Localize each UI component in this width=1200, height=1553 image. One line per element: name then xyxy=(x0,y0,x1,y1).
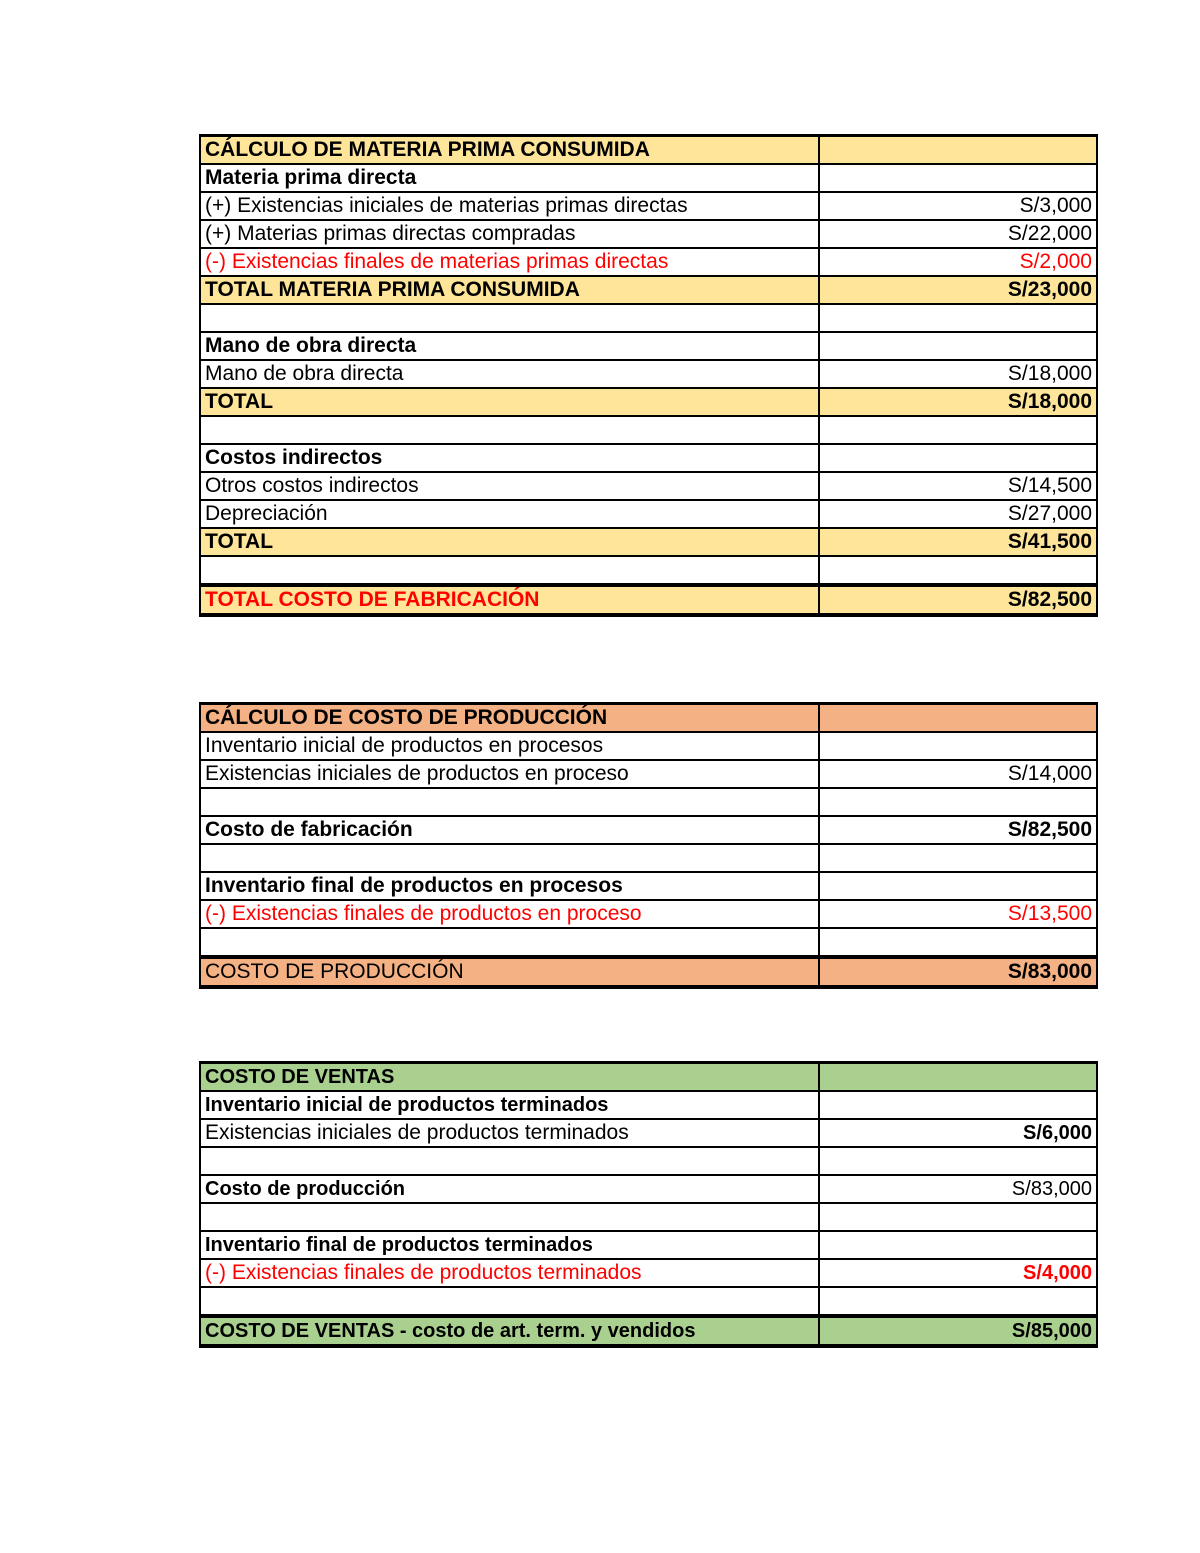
table-row xyxy=(200,472,1097,500)
empty-cell[interactable] xyxy=(200,1147,819,1175)
mpd-section-label[interactable]: Materia prima directa xyxy=(200,164,819,192)
empty-cell[interactable] xyxy=(200,1203,819,1231)
mod-total-label[interactable]: TOTAL xyxy=(200,388,819,416)
empty-row xyxy=(200,788,1097,816)
empty-cell[interactable] xyxy=(819,444,1097,472)
empty-row xyxy=(200,416,1097,444)
costo-prod-label[interactable]: Costo de producción xyxy=(200,1175,819,1203)
row-value[interactable]: S/13,500 xyxy=(819,900,1097,928)
empty-row xyxy=(200,556,1097,585)
total-row xyxy=(200,1316,1097,1346)
row-value[interactable]: S/27,000 xyxy=(819,500,1097,528)
empty-cell[interactable] xyxy=(819,732,1097,760)
costo-fab-label[interactable]: Costo de fabricación xyxy=(200,816,819,844)
row-label[interactable]: Mano de obra directa xyxy=(200,360,819,388)
table-row xyxy=(200,900,1097,928)
empty-row xyxy=(200,928,1097,957)
row-label[interactable]: (-) Existencias finales de productos en proceso xyxy=(200,900,819,928)
empty-cell[interactable] xyxy=(819,1091,1097,1119)
mod-section-label[interactable]: Mano de obra directa xyxy=(200,332,819,360)
empty-cell[interactable] xyxy=(819,928,1097,957)
empty-cell[interactable] xyxy=(819,1287,1097,1316)
ci-total-value[interactable]: S/41,500 xyxy=(819,528,1097,556)
row-label[interactable]: (+) Existencias iniciales de materias primas directas xyxy=(200,192,819,220)
empty-cell[interactable] xyxy=(200,556,819,585)
empty-cell[interactable] xyxy=(819,1147,1097,1175)
table-row xyxy=(200,1259,1097,1287)
empty-cell[interactable] xyxy=(819,1203,1097,1231)
materia-title[interactable]: CÁLCULO DE MATERIA PRIMA CONSUMIDA xyxy=(200,136,819,165)
section-row xyxy=(200,444,1097,472)
ci-section-label[interactable]: Costos indirectos xyxy=(200,444,819,472)
grand-total-label[interactable]: TOTAL COSTO DE FABRICACIÓN xyxy=(200,585,819,615)
produccion-total-value[interactable]: S/83,000 xyxy=(819,957,1097,987)
ci-total-label[interactable]: TOTAL xyxy=(200,528,819,556)
costo-ventas-table xyxy=(199,1061,1098,1348)
section-row xyxy=(200,732,1097,760)
empty-cell[interactable] xyxy=(819,304,1097,332)
empty-row xyxy=(200,304,1097,332)
table-row xyxy=(200,760,1097,788)
section-row xyxy=(200,1091,1097,1119)
row-value[interactable]: S/14,000 xyxy=(819,760,1097,788)
table-header-row xyxy=(200,704,1097,733)
ventas-total-label[interactable]: COSTO DE VENTAS - costo de art. term. y vendidos xyxy=(200,1316,819,1346)
table-header-row xyxy=(200,1063,1097,1092)
table-row xyxy=(200,192,1097,220)
costo-prod-value[interactable]: S/83,000 xyxy=(819,1175,1097,1203)
empty-cell[interactable] xyxy=(819,704,1097,733)
row-label[interactable]: Existencias iniciales de productos terminados xyxy=(200,1119,819,1147)
empty-cell[interactable] xyxy=(819,332,1097,360)
table-row xyxy=(200,1119,1097,1147)
produccion-title[interactable]: CÁLCULO DE COSTO DE PRODUCCIÓN xyxy=(200,704,819,733)
empty-row xyxy=(200,844,1097,872)
materia-prima-table xyxy=(199,134,1098,617)
costo-fab-value[interactable]: S/82,500 xyxy=(819,816,1097,844)
inv-inicial-section[interactable]: Inventario inicial de productos terminados xyxy=(200,1091,819,1119)
empty-cell[interactable] xyxy=(819,1231,1097,1259)
mpd-total-value[interactable]: S/23,000 xyxy=(819,276,1097,304)
produccion-total-label[interactable]: COSTO DE PRODUCCIÓN xyxy=(200,957,819,987)
empty-row xyxy=(200,1203,1097,1231)
table-row xyxy=(200,220,1097,248)
table-header-row xyxy=(200,136,1097,165)
inv-inicial-section[interactable]: Inventario inicial de productos en procesos xyxy=(200,732,819,760)
row-label[interactable]: (+) Materias primas directas compradas xyxy=(200,220,819,248)
ventas-total-value[interactable]: S/85,000 xyxy=(819,1316,1097,1346)
empty-cell[interactable] xyxy=(819,1063,1097,1092)
empty-cell[interactable] xyxy=(819,164,1097,192)
row-label[interactable]: (-) Existencias finales de materias primas directas xyxy=(200,248,819,276)
row-label[interactable]: Depreciación xyxy=(200,500,819,528)
row-label[interactable]: Otros costos indirectos xyxy=(200,472,819,500)
empty-cell[interactable] xyxy=(819,416,1097,444)
row-label[interactable]: (-) Existencias finales de productos terminados xyxy=(200,1259,819,1287)
table-row xyxy=(200,1175,1097,1203)
empty-cell[interactable] xyxy=(819,788,1097,816)
total-row xyxy=(200,388,1097,416)
table-row xyxy=(200,360,1097,388)
mpd-total-label[interactable]: TOTAL MATERIA PRIMA CONSUMIDA xyxy=(200,276,819,304)
table-row xyxy=(200,816,1097,844)
grand-total-row xyxy=(200,585,1097,615)
row-value[interactable]: S/2,000 xyxy=(819,248,1097,276)
mod-total-value[interactable]: S/18,000 xyxy=(819,388,1097,416)
empty-cell[interactable] xyxy=(819,556,1097,585)
row-value[interactable]: S/18,000 xyxy=(819,360,1097,388)
empty-cell[interactable] xyxy=(200,928,819,957)
row-value[interactable]: S/22,000 xyxy=(819,220,1097,248)
empty-cell[interactable] xyxy=(819,844,1097,872)
section-row xyxy=(200,164,1097,192)
total-row xyxy=(200,957,1097,987)
total-row xyxy=(200,276,1097,304)
section-row xyxy=(200,332,1097,360)
inv-final-section[interactable]: Inventario final de productos terminados xyxy=(200,1231,819,1259)
empty-cell[interactable] xyxy=(200,788,819,816)
section-row xyxy=(200,872,1097,900)
total-row xyxy=(200,528,1097,556)
empty-cell[interactable] xyxy=(200,844,819,872)
grand-total-value[interactable]: S/82,500 xyxy=(819,585,1097,615)
ventas-title[interactable]: COSTO DE VENTAS xyxy=(200,1063,819,1092)
empty-cell[interactable] xyxy=(200,1287,819,1316)
table-row xyxy=(200,248,1097,276)
empty-row xyxy=(200,1147,1097,1175)
table-row xyxy=(200,500,1097,528)
inv-final-section[interactable]: Inventario final de productos en procesos xyxy=(200,872,819,900)
empty-cell[interactable] xyxy=(200,416,819,444)
row-value[interactable]: S/6,000 xyxy=(819,1119,1097,1147)
row-label[interactable]: Existencias iniciales de productos en proceso xyxy=(200,760,819,788)
empty-row xyxy=(200,1287,1097,1316)
row-value[interactable]: S/4,000 xyxy=(819,1259,1097,1287)
empty-cell[interactable] xyxy=(819,872,1097,900)
section-row xyxy=(200,1231,1097,1259)
row-value[interactable]: S/3,000 xyxy=(819,192,1097,220)
empty-cell[interactable] xyxy=(200,304,819,332)
costo-produccion-table xyxy=(199,702,1098,989)
row-value[interactable]: S/14,500 xyxy=(819,472,1097,500)
empty-cell[interactable] xyxy=(819,136,1097,165)
